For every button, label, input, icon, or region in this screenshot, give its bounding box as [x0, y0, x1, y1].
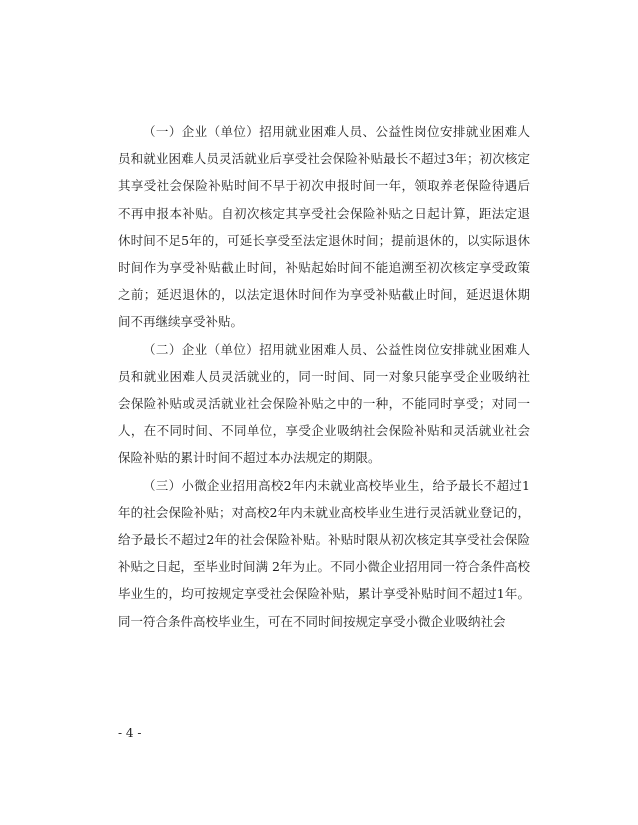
paragraph-3: （三）小微企业招用高校2年内未就业高校毕业生，给予最长不超过1年的社会保险补贴；对高校2年内未就业高校毕业生进行灵活就业登记的，给予最长不超过2年的社会保险补贴。补贴时限从初次核定其享受社会保险补贴之日起，至毕业时间满 2年为止。不同小微企业招用同一符合条件高校毕业生的，均可按规定享受社会保险补贴，累计享受补贴时间不超过1年。同一符合条件高校毕业生，可在不同时间按规定享受小微企业吸纳社会: [118, 477, 530, 629]
paragraph-2: （二）企业（单位）招用就业困难人员、公益性岗位安排就业困难人员和就业困难人员灵活就业的，同一时间、同一对象只能享受企业吸纳社会保险补贴或灵活就业社会保险补贴之中的一种，不能同时享受；对同一人，在不同时间、不同单位，享受企业吸纳社会保险补贴和灵活就业社会保险补贴的累计时间不超过本办法规定的期限。: [118, 341, 530, 466]
page-number: - 4 -: [118, 726, 142, 740]
document-body: [118, 118, 530, 635]
paragraph-1: （一）企业（单位）招用就业困难人员、公益性岗位安排就业困难人员和就业困难人员灵活就业后享受社会保险补贴最长不超过3年；初次核定其享受社会保险补贴时间不早于初次申报时间一年，领取养老保险待遇后不再申报本补贴。自初次核定其享受社会保险补贴之日起计算，距法定退休时间不足5年的，可延长享受至法定退休时间；提前退休的，以实际退休时间作为享受补贴截止时间，补贴起始时间不能追溯至初次核定享受政策之前；延迟退休的，以法定退休时间作为享受补贴截止时间，延迟退休期间不再继续享受补贴。: [118, 124, 530, 330]
